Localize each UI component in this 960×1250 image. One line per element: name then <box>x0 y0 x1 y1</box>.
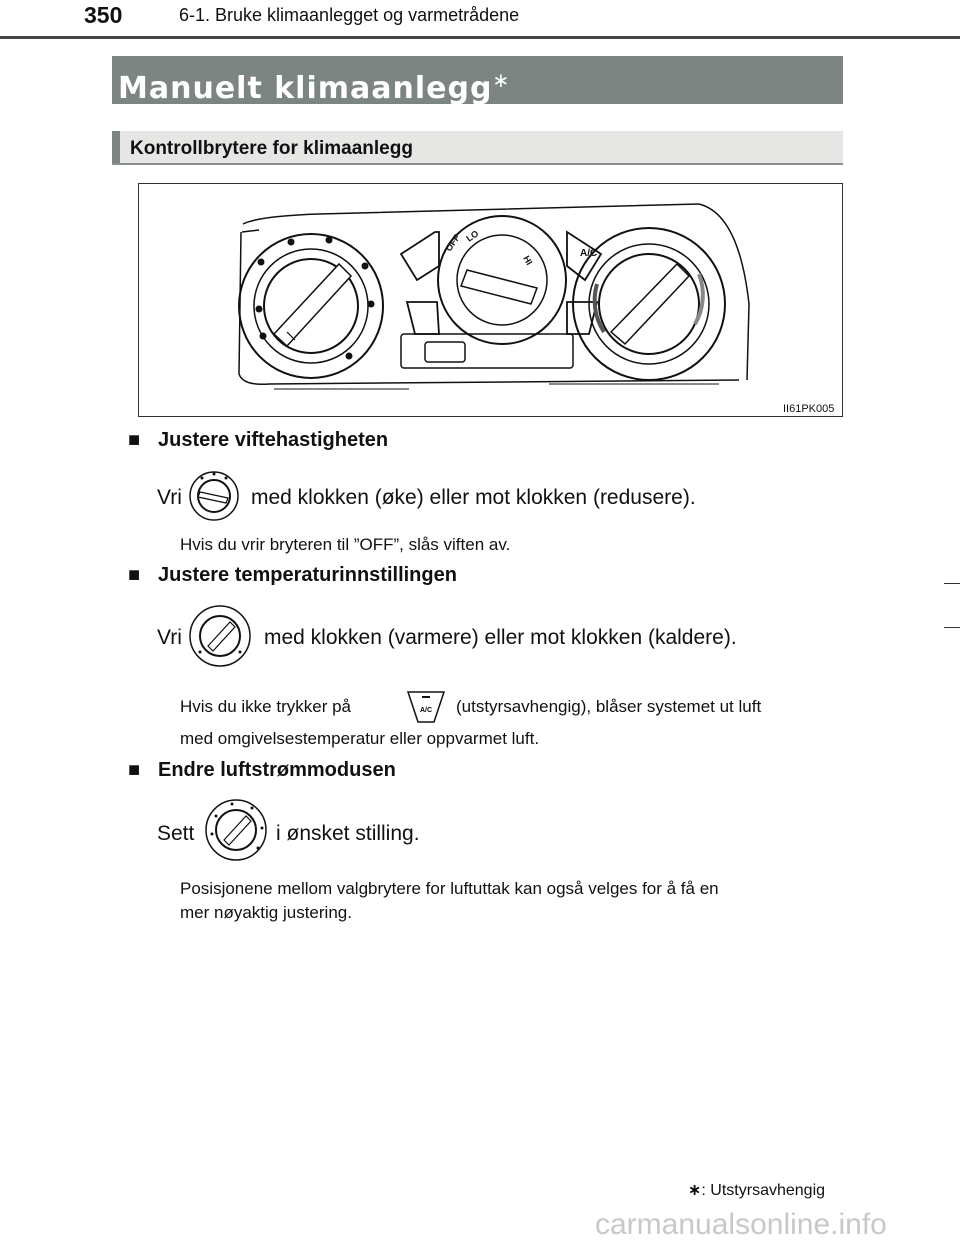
running-head: 6-1. Bruke klimaanlegget og varmetrådene <box>179 5 520 25</box>
figure-code: II61PK005 <box>783 403 835 415</box>
control-panel-figure <box>138 183 843 417</box>
edge-tick-mark <box>944 627 960 628</box>
temperature-knob <box>573 228 725 380</box>
svg-text:A/C: A/C <box>420 707 433 714</box>
mode-knob-icon <box>202 798 270 862</box>
watermark: carmanualsonline.info <box>595 1208 887 1241</box>
section-subheading <box>112 131 843 165</box>
optional-equipment-marker: ∗ <box>492 68 511 92</box>
airflow-instruction-pre: Sett <box>157 822 195 845</box>
airflow-note-line1: Posisjonene mellom valgbrytere for luftuttak kan også velges for å få en <box>180 879 719 898</box>
section-bullet: ■ <box>128 564 141 586</box>
section-heading-fan-speed: Justere viftehastigheten <box>158 429 389 451</box>
footnote-marker: ∗ <box>688 1182 702 1199</box>
temperature-instruction-post: med klokken (varmere) eller mot klokken (kaldere). <box>264 626 737 649</box>
ac-button-icon <box>406 690 446 724</box>
section-heading-temperature: Justere temperaturinnstillingen <box>158 564 457 586</box>
footnote <box>688 1180 825 1200</box>
edge-tick-mark <box>944 583 960 584</box>
subheading-text: Kontrollbrytere for klimaanlegg <box>130 138 413 159</box>
temperature-instruction-pre: Vri <box>157 626 182 649</box>
section-bullet: ■ <box>128 759 141 781</box>
fan-hi-label: HI <box>521 254 535 267</box>
airflow-note-line2: mer nøyaktig justering. <box>180 903 352 922</box>
fan-instruction-post: med klokken (øke) eller mot klokken (redusere). <box>251 486 696 509</box>
ac-note-pre: Hvis du ikke trykker på <box>180 697 351 716</box>
footnote-text: : Utstyrsavhengig <box>701 1182 826 1199</box>
fan-off-label: OFF <box>443 232 462 254</box>
fan-note: Hvis du vrir bryteren til ”OFF”, slås viften av. <box>180 535 511 554</box>
header-rule <box>0 36 960 39</box>
airflow-instruction-post: i ønsket stilling. <box>276 822 420 845</box>
fan-knob-icon <box>188 470 240 522</box>
fan-instruction-pre: Vri <box>157 486 182 509</box>
ac-note-line2: med omgivelsestemperatur eller oppvarmet luft. <box>180 729 540 748</box>
subheading-accent-bar <box>112 131 120 163</box>
temperature-knob-icon <box>188 604 252 668</box>
ac-note-post: (utstyrsavhengig), blåser systemet ut luft <box>456 697 762 716</box>
mode-knob <box>239 234 383 378</box>
page-title <box>112 56 843 104</box>
section-heading-airflow: Endre luftstrømmodusen <box>158 759 396 781</box>
fan-lo-label: LO <box>464 228 481 244</box>
page-title-text: Manuelt klimaanlegg <box>118 71 493 106</box>
section-bullet: ■ <box>128 429 141 451</box>
climate-control-panel-illustration <box>139 184 842 416</box>
ac-button-label: A/C <box>580 248 598 259</box>
page-number: 350 <box>84 2 123 28</box>
